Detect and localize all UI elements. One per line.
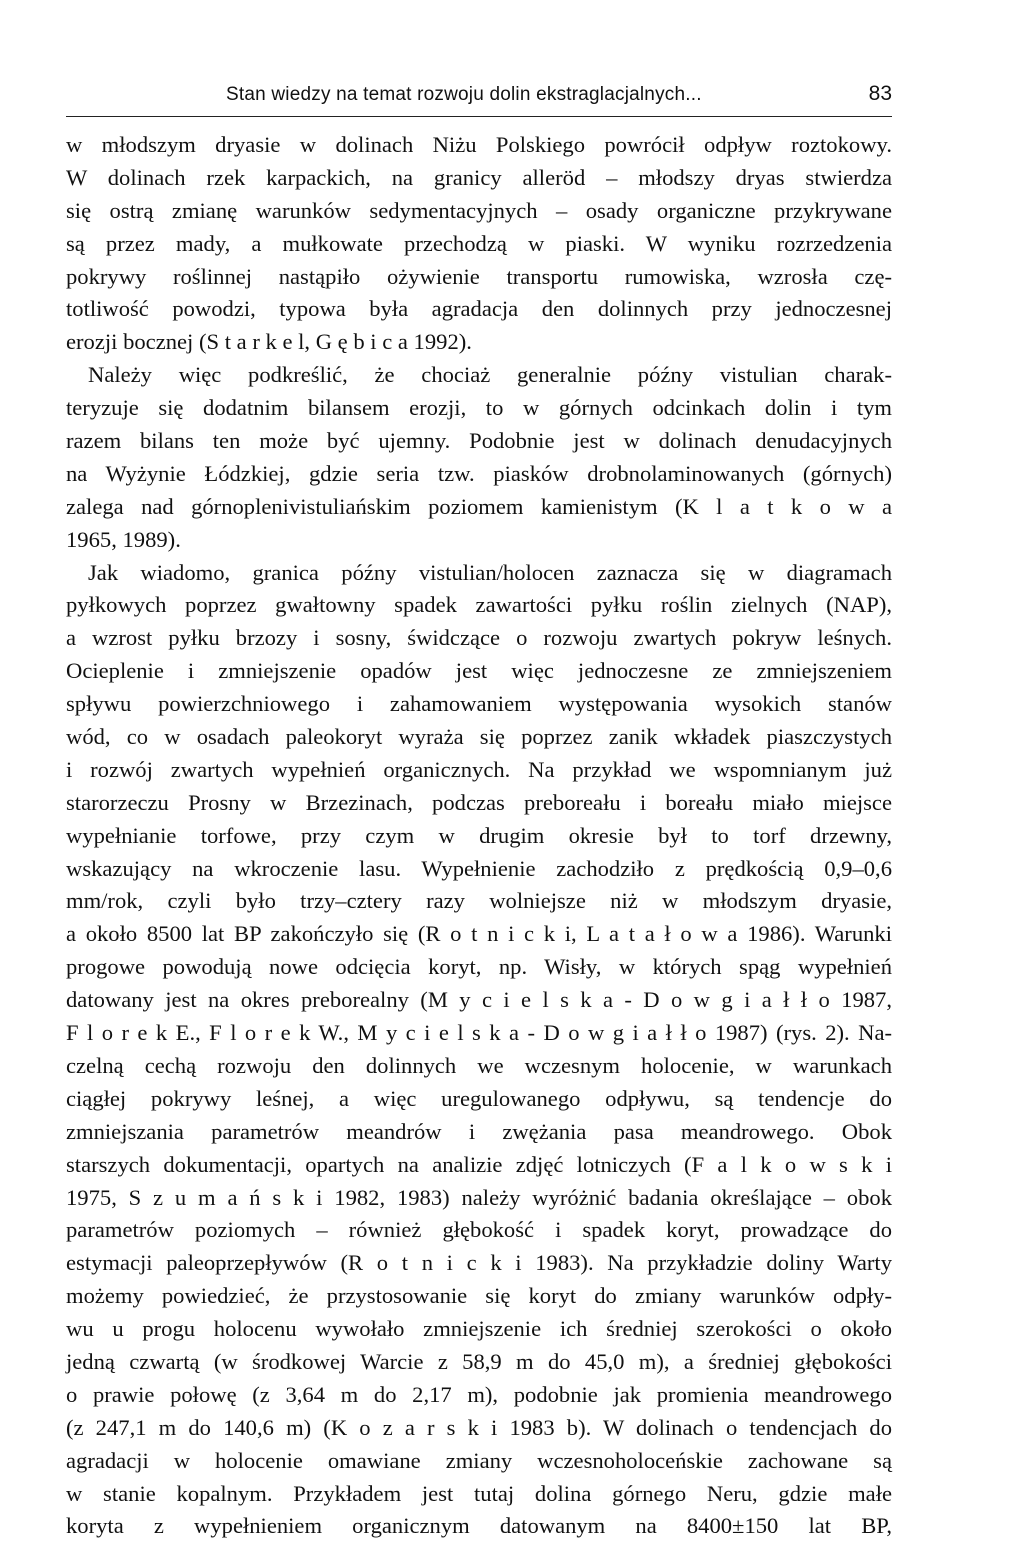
text-line: W dolinach rzek karpackich, na granicy alleröd – młodszy dryas stwierdza	[66, 164, 892, 190]
text-line: możemy powiedzieć, że przystosowanie się koryt do zmiany warunków odpły-	[66, 1283, 892, 1309]
text-line: mm/rok, czyli było trzy–cztery razy wolniejsze niż w młodszym dryasie,	[66, 888, 892, 914]
text-line: wód, co w osadach paleokoryt wyraża się poprzez zanik wkładek piaszczystych	[66, 724, 892, 750]
body-text	[66, 129, 892, 1543]
text-line: progowe powodują nowe odcięcia koryt, np. Wisły, w których spąg wypełnień	[66, 954, 892, 980]
text-line: o prawie połowę (z 3,64 m do 2,17 m), podobnie jak promienia meandrowego	[66, 1381, 892, 1407]
running-title: Stan wiedzy na temat rozwoju dolin ekstraglacjalnych...	[226, 84, 702, 105]
text-line: Ocieplenie i zmniejszenie opadów jest więc jednoczesne ze zmniejszeniem	[66, 658, 892, 684]
text-line: ciągłej pokrywy leśnej, a więc uregulowanego odpływu, są tendencje do	[66, 1085, 892, 1111]
text-line: wu u progu holocenu wywołało zmniejszenie ich średniej szerokości o około	[66, 1316, 892, 1342]
text-line: jedną czwartą (w środkowej Warcie z 58,9 m do 45,0 m), a średniej głębokości	[66, 1348, 892, 1374]
text-line: (z 247,1 m do 140,6 m) (K o z a r s k i 1983 b). W dolinach o tendencjach do	[66, 1414, 892, 1440]
text-line: w młodszym dryasie w dolinach Niżu Polskiego powrócił odpływ roztokowy.	[66, 132, 892, 157]
text-line: Jak wiadomo, granica późny vistulian/holocen zaznacza się w diagramach	[88, 559, 892, 585]
text-line: erozji bocznej (S t a r k e l, G ę b i c a 1992).	[66, 329, 472, 355]
book-page	[66, 80, 892, 1543]
text-line: pokrywy roślinnej nastąpiło ożywienie transportu rumowiska, wzrosła czę-	[66, 263, 892, 289]
running-header	[66, 80, 892, 117]
text-line: zalega nad górnoplenivistuliańskim poziomem kamienistym (K l a t k o w a	[66, 493, 892, 519]
text-line: się ostrą zmianę warunków sedymentacyjnych – osady organiczne przykrywane	[66, 197, 892, 223]
text-line: koryta z wypełnieniem organicznym datowanym na 8400±150 lat BP,	[66, 1513, 892, 1539]
text-line: wypełnianie torfowe, przy czym w drugim okresie był to torf drzewny,	[66, 822, 892, 848]
text-line: agradacji w holocenie omawiane zmiany wczesnoholoceńskie zachowane są	[66, 1447, 892, 1473]
text-line: wskazujący na wkroczenie lasu. Wypełnienie zachodziło z prędkością 0,9–0,6	[66, 855, 892, 881]
text-line: na Wyżynie Łódzkiej, gdzie seria tzw. piasków drobnolaminowanych (górnych)	[66, 460, 892, 486]
text-line: totliwość powodzi, typowa była agradacja den dolinnych przy jednoczesnej	[66, 296, 892, 322]
text-line: teryzuje się dodatnim bilansem erozji, to w górnych odcinkach dolin i tym	[66, 395, 892, 421]
text-line: 1975, S z u m a ń s k i 1982, 1983) należy wyróżnić badania określające – obok	[66, 1184, 892, 1210]
text-line: starszych dokumentacji, opartych na analizie zdjęć lotniczych (F a l k o w s k i	[66, 1151, 892, 1177]
text-line: Należy więc podkreślić, że chociaż generalnie późny vistulian charak-	[88, 362, 892, 388]
text-line: F l o r e k E., F l o r e k W., M y c i e l s k a - D o w g i a ł ł o 1987) (rys. 2). Na-	[66, 1020, 892, 1046]
text-line: spływu powierzchniowego i zahamowaniem występowania wysokich stanów	[66, 691, 892, 717]
text-line: i rozwój zwartych wypełnień organicznych. Na przykład we wspomnianym już	[66, 756, 892, 782]
text-line: czelną cechą rozwoju den dolinnych we wczesnym holocenie, w warunkach	[66, 1052, 892, 1078]
text-line: estymacji paleoprzepływów (R o t n i c k i 1983). Na przykładzie doliny Warty	[66, 1250, 892, 1276]
text-line: są przez mady, a mułkowate przechodzą w piaski. W wyniku rozrzedzenia	[66, 230, 892, 256]
text-line: a wzrost pyłku brzozy i sosny, świdczące o rozwoju zwartych pokryw leśnych.	[66, 625, 892, 651]
text-line: parametrów poziomych – również głębokość i spadek koryt, prowadzące do	[66, 1217, 892, 1243]
text-line: starorzeczu Prosny w Brzezinach, podczas preboreału i boreału miało miejsce	[66, 789, 892, 815]
text-line: datowany jest na okres preborealny (M y c i e l s k a - D o w g i a ł ł o 1987,	[66, 987, 892, 1013]
text-line: razem bilans ten może być ujemny. Podobnie jest w dolinach denudacyjnych	[66, 428, 892, 454]
page-number: 83	[868, 82, 892, 105]
text-line: w stanie kopalnym. Przykładem jest tutaj dolina górnego Neru, gdzie małe	[66, 1480, 892, 1506]
text-line: pyłkowych poprzez gwałtowny spadek zawartości pyłku roślin zielnych (NAP),	[66, 592, 892, 618]
text-line: a około 8500 lat BP zakończyło się (R o t n i c k i, L a t a ł o w a 1986). Warunki	[66, 921, 892, 947]
text-line: zmniejszania parametrów meandrów i zwężania pasa meandrowego. Obok	[66, 1118, 892, 1144]
text-line: 1965, 1989).	[66, 526, 181, 552]
